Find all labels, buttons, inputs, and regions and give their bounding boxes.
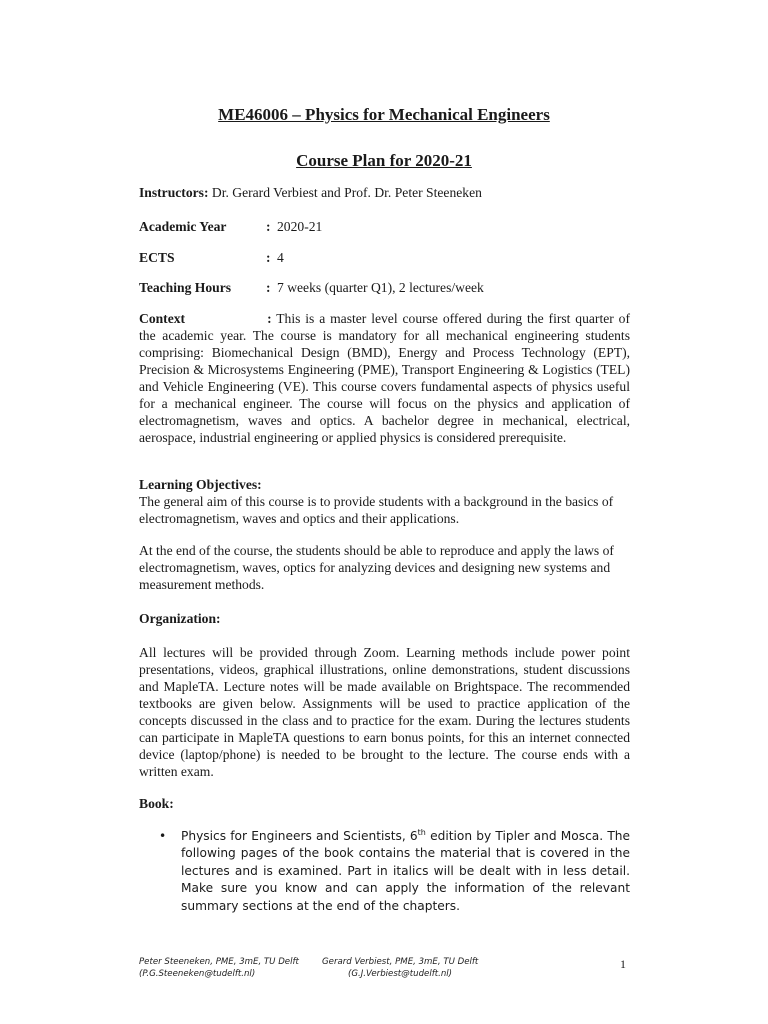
detail-row-academic-year: [139, 218, 630, 236]
bullet-icon: •: [159, 829, 167, 843]
detail-colon: :: [266, 280, 271, 295]
detail-label: ECTS: [139, 250, 175, 265]
context-paragraph: [139, 310, 630, 446]
book-item-post: edition by Tipler and Mosca. The following pages of the book contains the material that is covered in the lectures and is examined. Part in italics will be dealt with in less detail. Make sure you know and can apply the information of the relevant summary sections at the end of the chapters.: [181, 829, 630, 913]
detail-label: Academic Year: [139, 219, 227, 234]
learning-objectives-heading: Learning Objectives:: [139, 477, 262, 492]
detail-label: Teaching Hours: [139, 280, 232, 295]
instructors-value: Dr. Gerard Verbiest and Prof. Dr. Peter Steeneken: [208, 185, 482, 200]
instructors-label: Instructors:: [139, 185, 209, 200]
detail-row-teaching-hours: [139, 279, 630, 297]
footer-right-email: (G.J.Verbiest@tudelft.nl): [348, 969, 453, 979]
footer-left-email: (P.G.Steeneken@tudelft.nl): [139, 969, 256, 979]
detail-colon: :: [266, 250, 271, 265]
context-colon: :: [267, 311, 272, 326]
book-item-sup: th: [417, 827, 426, 837]
plan-title: Course Plan for 2020-21: [296, 151, 472, 170]
footer-left-name: Peter Steeneken, PME, 3mE, TU Delft: [139, 957, 299, 967]
learning-objectives-p2: At the end of the course, the students should be able to reproduce and apply the laws of electromagnetism, waves, optics for analyzing devices and designing new systems and measurement methods.: [139, 543, 614, 592]
learning-objectives-p1: The general aim of this course is to provide students with a background in the basics of electromagnetism, waves and optics and their applications.: [139, 494, 614, 526]
detail-value: 4: [277, 250, 284, 265]
organization-heading: Organization:: [139, 611, 221, 626]
book-heading: Book:: [139, 796, 174, 811]
detail-colon: :: [266, 219, 271, 234]
footer-left: [139, 956, 299, 980]
course-title: ME46006 – Physics for Mechanical Engineers: [218, 105, 550, 124]
detail-value: 7 weeks (quarter Q1), 2 lectures/week: [277, 280, 484, 295]
detail-row-ects: [139, 249, 630, 267]
detail-value: 2020-21: [277, 219, 323, 234]
organization-paragraph: All lectures will be provided through Zoom. Learning methods include power point presentations, videos, graphical illustrations, online demonstrations, student discussions and MapleTA. Lecture notes will be made available on Brightspace. The recommended textbooks are given below. Assignments will be used to practice application of the concepts discussed in the class and to practice for the exam. During the lectures students can participate in MapleTA questions to earn bonus points, for this an internet connected device (laptop/phone) is needed to be brought to the lecture. The course ends with a written exam.: [139, 645, 630, 779]
footer-right-name: Gerard Verbiest, PME, 3mE, TU Delft: [322, 957, 479, 967]
footer-right: [322, 956, 478, 980]
book-item: [181, 828, 630, 915]
page-number: 1: [620, 957, 626, 971]
context-label: Context: [139, 311, 186, 326]
book-item-pre: Physics for Engineers and Scientists, 6: [181, 829, 418, 843]
instructors-line: [139, 184, 630, 201]
context-text: This is a master level course offered during the first quarter of the academic year. The course is mandatory for all mechanical engineering students comprising: Biomechanical Design (BMD), Energy and Process Technology (EPT), Precision & Microsystems Engineering (PME), Transport Engineering & Logistics (TEL) and Vehicle Engineering (VE). This course covers fundamental aspects of physics useful for a mechanical engineer. The course will focus on the physics and application of electromagnetism, waves and optics. A bachelor degree in mechanical, electrical, aerospace, industrial engineering or applied physics is considered prerequisite.: [139, 311, 630, 445]
